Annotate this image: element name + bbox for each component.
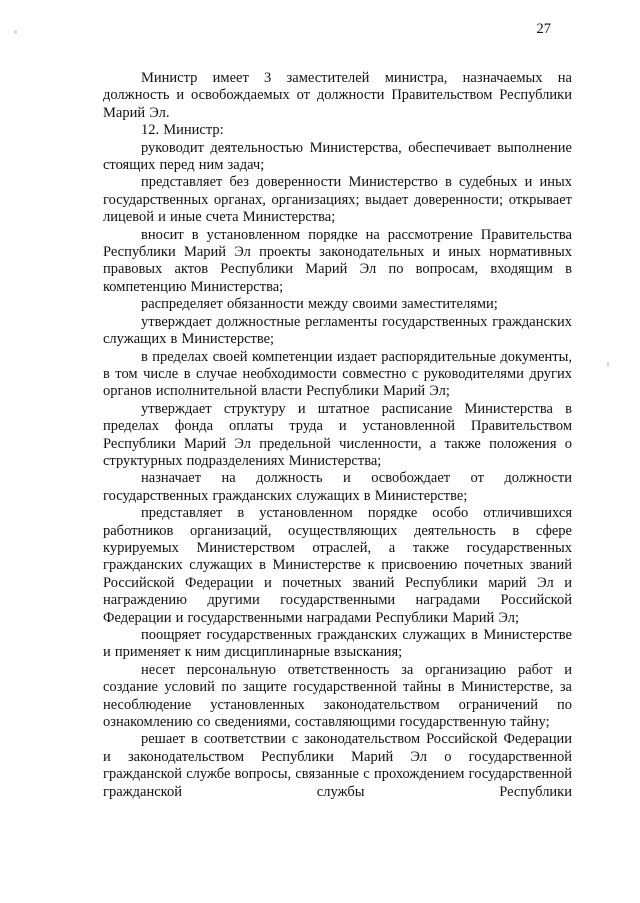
paragraph-approves-regulations: утверждает должностные регламенты государственных гражданских служащих в Министерстве; <box>103 313 572 348</box>
paragraph-directs: руководит деятельностью Министерства, обеспечивает выполнение стоящих перед ним задач; <box>103 139 572 174</box>
paragraph-responsibility: несет персональную ответственность за организацию работ и создание условий по защите государственной тайны в Министерстве, за несоблюдение установленных законодательством ограничений по ознакомлению со сведениями, составляющими государственную тайну; <box>103 661 572 731</box>
paragraph-represents: представляет без доверенности Министерство в судебных и иных государственных органах, организациях; выдает доверенности; открывает лицевой и иные счета Министерства; <box>103 174 572 226</box>
paragraph-approves-structure: утверждает структуру и штатное расписание Министерства в пределах фонда оплаты труда и установленной Правительством Республики Марий Эл предельной численности, а также положения о структурных подразделениях Министерства; <box>103 400 572 469</box>
paragraph-appoints: назначает на должность и освобождает от должности государственных гражданских служащих в Министерстве; <box>103 470 572 504</box>
paragraph-submits: вносит в установленном порядке на рассмотрение Правительства Республики Марий Эл проекты законодательных и иных нормативных правовых актов Республики Марий Эл по вопросам, входящим в компетенцию Министерства; <box>103 226 572 295</box>
document-body <box>103 70 572 801</box>
page-number: 27 <box>536 21 551 37</box>
paragraph-section-12: 12. Министр: <box>141 122 224 139</box>
scan-speck <box>14 30 17 34</box>
paragraph-decides: решает в соответствии с законодательством Российской Федерации и законодательством Республики Марий Эл о государственной гражданской службе вопросы, связанные с прохождением государственной гражданской службы Республики <box>103 731 572 800</box>
paragraph-awards: представляет в установленном порядке особо отличившихся работников организаций, осуществляющих деятельность в сфере курируемых Министерством отраслей, а также государственных гражданских служащих в Министерстве к присвоению почетных званий Российской Федерации и почетных званий Республики марий Эл и награждению другими государственными наградами Российской Федерации и государственными наградами Республики Марий Эл; <box>103 505 572 626</box>
paragraph-distributes: распределяет обязанности между своими заместителями; <box>141 296 498 313</box>
paragraph-issues-documents: в пределах своей компетенции издает распорядительные документы, в том числе в случае необходимости совместно с руководителями других органов исполнительной власти Республики Марий Эл; <box>103 348 572 400</box>
paragraph-encourages: поощряет государственных гражданских служащих в Министерстве и применяет к ним дисциплинарные взыскания; <box>103 627 572 661</box>
paragraph-deputies: Министр имеет 3 заместителей министра, назначаемых на должность и освобождаемых от должности Правительством Республики Марий Эл. <box>103 70 572 121</box>
scan-speck <box>607 362 609 367</box>
